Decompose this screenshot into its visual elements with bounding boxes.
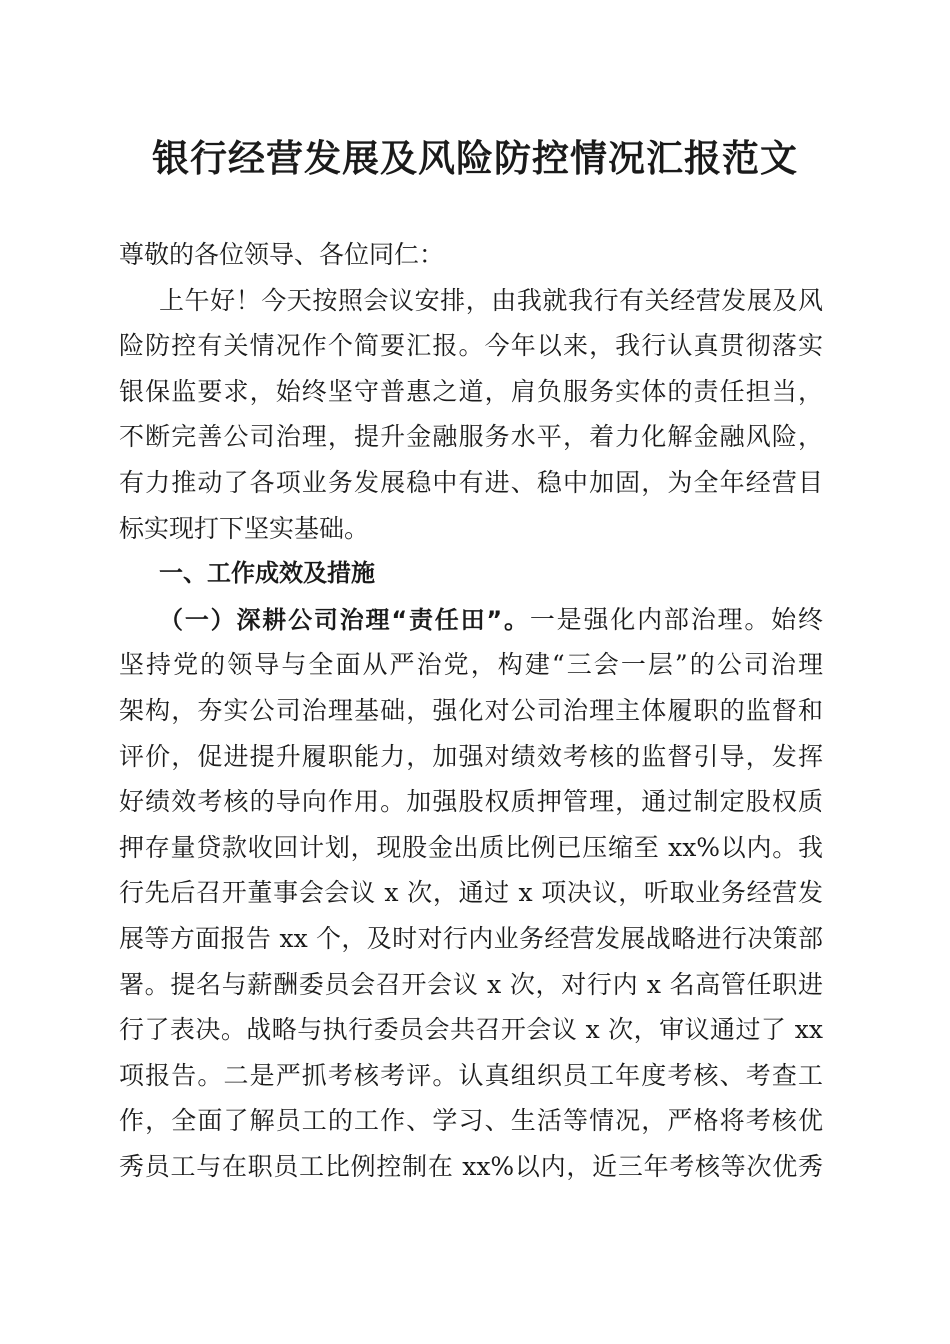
subsection-first-line-text: 一是强化内部治理。始终 [529,604,823,634]
paragraph-line: 秀员工与在职员工比例控制在 xx%以内，近三年考核等次优秀 [119,1151,823,1181]
subsection-title: （一）深耕公司治理“责任田”。 [159,605,530,634]
paragraph-line: 行先后召开董事会会议 x 次，通过 x 项决议，听取业务经营发 [119,878,823,908]
paragraph-line: 标实现打下坚实基础。 [119,513,370,543]
paragraph-line: 署。提名与薪酬委员会召开会议 x 次，对行内 x 名高管任职进 [119,969,823,999]
paragraph-line: 上午好！今天按照会议安排，由我就我行有关经营发展及风 [159,285,823,315]
paragraph-line: 坚持党的领导与全面从严治党，构建“三会一层”的公司治理 [119,650,823,680]
paragraph-line: 押存量贷款收回计划，现股金出质比例已压缩至 xx%以内。我 [119,832,823,862]
paragraph-line: 架构，夯实公司治理基础，强化对公司治理主体履职的监督和 [119,695,823,725]
paragraph-line: 行了表决。战略与执行委员会共召开会议 x 次，审议通过了 xx [119,1015,823,1045]
paragraph-line: 评价，促进提升履职能力，加强对绩效考核的监督引导，发挥 [119,741,823,771]
paragraph-line: 好绩效考核的导向作用。加强股权质押管理，通过制定股权质 [119,787,823,817]
page-title: 银行经营发展及风险防控情况汇报范文 [152,136,798,180]
subsection-first-line [119,597,823,643]
paragraph-line: 银保监要求，始终坚守普惠之道，肩负服务实体的责任担当， [119,376,823,406]
paragraph-line: 险防控有关情况作个简要汇报。今年以来，我行认真贯彻落实 [119,331,823,361]
paragraph-line: 作，全面了解员工的工作、学习、生活等情况，严格将考核优 [119,1106,823,1136]
paragraph-line: 展等方面报告 xx 个，及时对行内业务经营发展战略进行决策部 [119,923,823,953]
paragraph-line: 项报告。二是严抓考核考评。认真组织员工年度考核、考查工 [119,1060,823,1090]
document-body [119,232,823,1189]
paragraph-line: 有力推动了各项业务发展稳中有进、稳中加固，为全年经营目 [119,467,823,497]
section-heading: 一、工作成效及措施 [159,559,375,588]
paragraph-line: 不断完善公司治理，提升金融服务水平，着力化解金融风险， [119,422,823,452]
salutation: 尊敬的各位领导、各位同仁： [119,240,445,269]
